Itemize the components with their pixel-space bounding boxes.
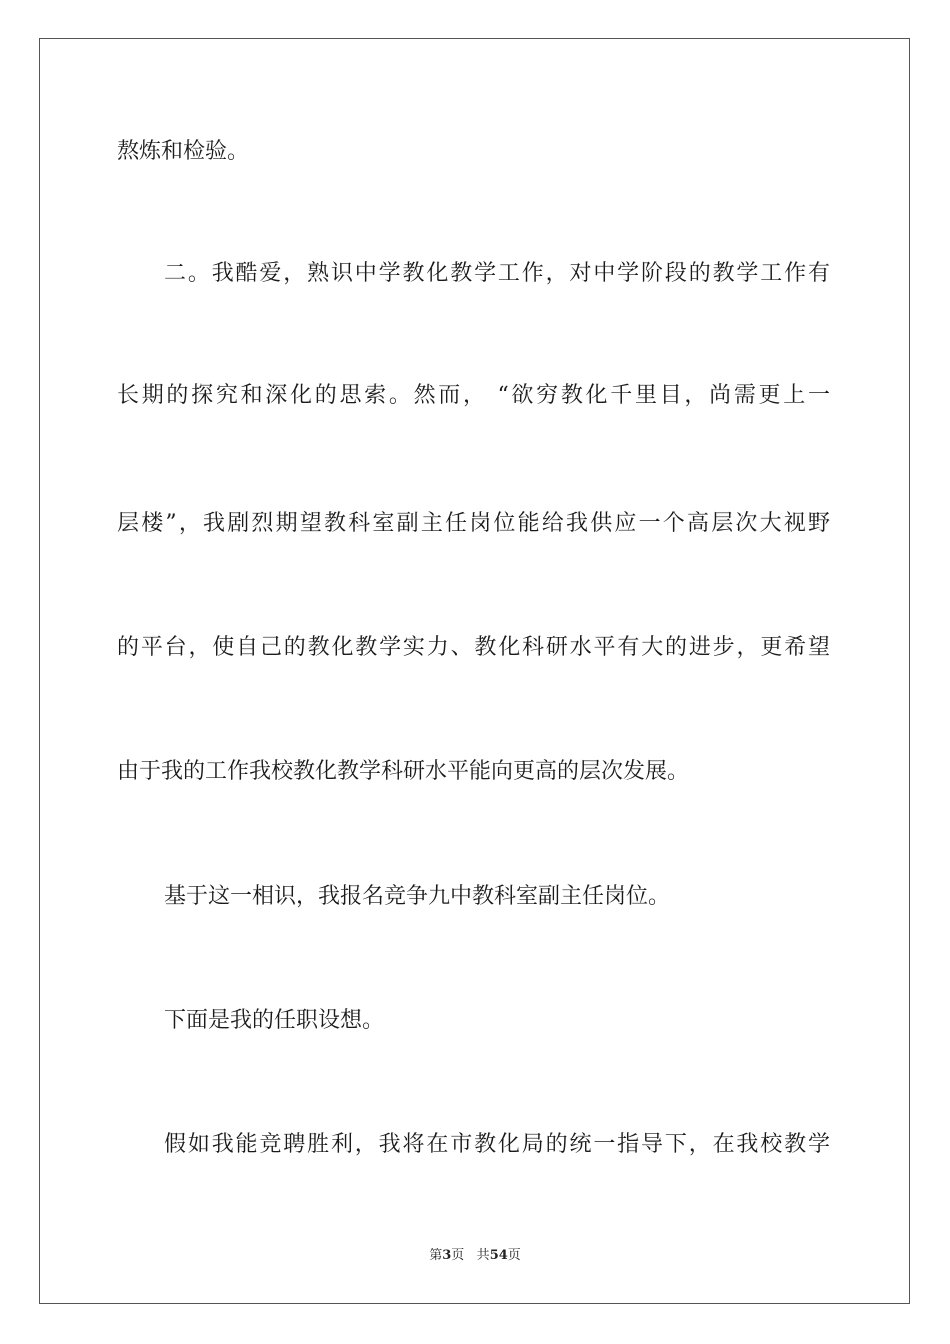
text-line-1: 熬炼和检验。 [117,139,250,164]
footer-page-number: 3 [442,1248,452,1263]
text-line-8: 下面是我的任职设想。 [164,1008,385,1033]
footer-total-prefix: 共 [476,1248,490,1263]
footer-total-suffix: 页 [507,1248,521,1263]
footer-page-prefix: 第 [429,1248,443,1263]
page-border [39,38,910,1304]
footer-total-pages: 54 [489,1248,508,1263]
text-line-2: 二。我酷爱，熟识中学教化教学工作，对中学阶段的教学工作有 [164,261,830,286]
text-line-9: 假如我能竞聘胜利，我将在市教化局的统一指导下，在我校教学 [164,1132,830,1157]
text-line-3: 长期的探究和深化的思索。然而， “欲穷教化千里目，尚需更上一 [117,383,830,408]
text-line-5: 的平台，使自己的教化教学实力、教化科研水平有大的进步，更希望 [117,635,830,660]
text-line-7: 基于这一相识，我报名竞争九中教科室副主任岗位。 [164,884,671,909]
text-line-4: 层楼”，我剧烈期望教科室副主任岗位能给我供应一个高层次大视野 [117,511,830,536]
page-footer [0,1247,950,1265]
footer-page-suffix: 页 [451,1248,465,1263]
text-line-6: 由于我的工作我校教化教学科研水平能向更高的层次发展。 [117,759,690,784]
